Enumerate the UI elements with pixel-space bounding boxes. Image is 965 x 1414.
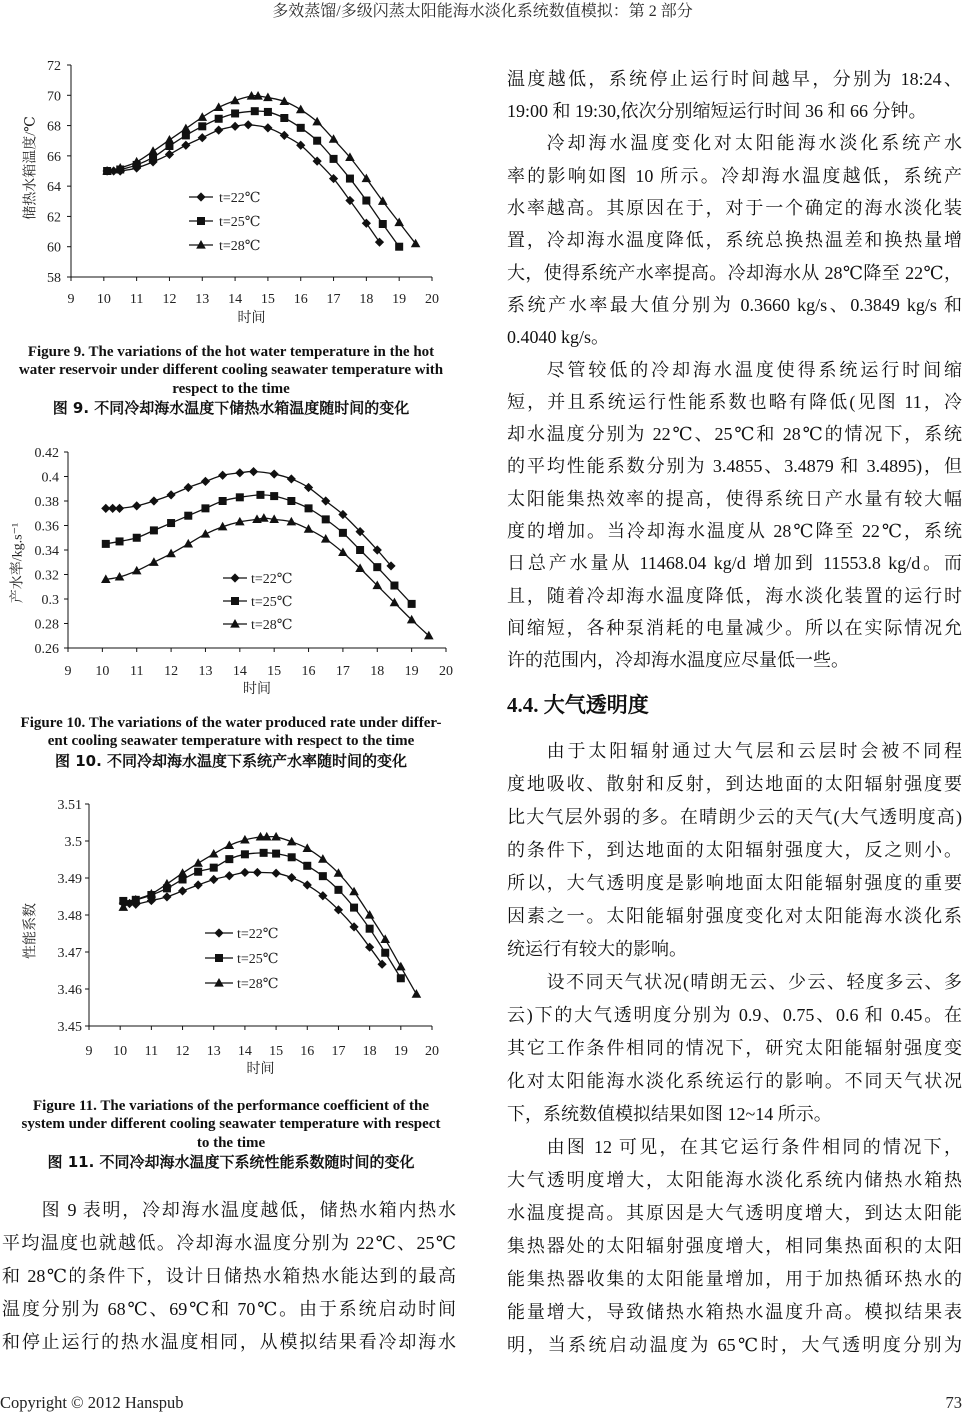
x-tick-label: 20: [439, 664, 453, 679]
text-line: 太阳能集热效率的提高，使得系统日产水量有较大幅: [507, 488, 962, 509]
text-line: 大，使得系统产水率提高。冷却海水从 28℃降至 22℃，: [507, 262, 962, 283]
y-tick-label: 60: [47, 240, 61, 256]
data-point: [165, 135, 175, 144]
data-point: [193, 858, 203, 867]
data-point: [380, 934, 390, 943]
figure-9: [0, 50, 470, 330]
y-tick-label: 3.45: [57, 1020, 82, 1035]
text-line: 间缩短，各种泵消耗的电量减少。所以在实际情况允: [507, 617, 962, 638]
text-line: 和停止运行的热水温度相同，从模拟结果看冷却海水: [2, 1331, 456, 1352]
data-point: [264, 108, 272, 116]
square-marker-icon: [231, 597, 239, 605]
x-tick-label: 14: [232, 664, 247, 679]
text-line: 温度分别为 68℃、69℃和 70℃。由于系统启动时间: [2, 1298, 456, 1319]
data-point: [244, 120, 253, 129]
x-tick-label: 18: [362, 1044, 377, 1059]
data-point: [397, 974, 405, 982]
data-point: [260, 849, 268, 857]
x-tick-label: 19: [404, 664, 419, 679]
text-line: 集热器处的太阳辐射强度增大，相同集热面积的太阳: [507, 1236, 962, 1257]
data-point: [412, 989, 422, 998]
data-point: [166, 490, 175, 499]
data-point: [225, 855, 233, 863]
data-point: [214, 126, 223, 135]
data-point: [322, 515, 330, 523]
data-point: [235, 468, 244, 477]
y-tick-label: 68: [47, 119, 61, 135]
data-point: [288, 853, 296, 861]
text-line: 图 9 表明，冷却海水温度越低，储热水箱内热水: [41, 1199, 456, 1220]
y-tick-label: 72: [47, 59, 61, 74]
x-tick-label: 14: [228, 292, 243, 307]
data-point: [296, 105, 306, 114]
data-point: [214, 102, 224, 111]
data-point: [240, 868, 249, 877]
series-line: [123, 872, 382, 964]
data-point: [362, 219, 371, 228]
text-line: 设不同天气状况(晴朗无云、少云、轻度多云、多: [546, 972, 962, 993]
text-line: 水率越高。其原因在于，对于一个确定的海水淡化装: [507, 198, 962, 219]
caption-english-line: Figure 9. The variations of the hot water temperature in the hot: [27, 343, 435, 360]
page-number: 73: [945, 1393, 962, 1412]
text-line: 和 28℃的条件下，设计日储热水箱热水能达到的最高: [2, 1265, 456, 1286]
legend-entry: [189, 191, 260, 206]
data-point: [356, 546, 364, 554]
legend-label: t=22℃: [251, 572, 293, 587]
data-point: [116, 537, 124, 545]
figure-10: [0, 430, 470, 710]
data-point: [132, 566, 142, 575]
text-line: 的条件下，到达地面的太阳辐射强度大，反之则小。: [507, 840, 962, 861]
legend-entry: [189, 215, 260, 230]
data-point: [225, 871, 234, 880]
x-tick-label: 10: [96, 292, 111, 307]
data-point: [287, 474, 296, 483]
data-point: [305, 504, 313, 512]
x-tick-label: 17: [335, 664, 350, 679]
caption-chinese-line: 图 10. 不同冷却海水温度下系统产水率随时间的变化: [54, 751, 408, 770]
text-line: 冷却海水温度变化对太阳能海水淡化系统产水: [546, 133, 962, 154]
data-point: [201, 529, 211, 538]
paragraph: [2, 1194, 456, 1359]
text-line: 度地吸收、散射和反射，到达地面的太阳辐射强度要: [507, 774, 962, 795]
triangle-marker-icon: [230, 619, 240, 628]
data-point: [201, 504, 209, 512]
y-axis-title: 产水率/kg.s⁻¹: [10, 522, 26, 604]
text-line: 温度越低，系统停止运行时间越早，分别为 18:24、: [507, 68, 962, 89]
data-point: [148, 146, 158, 155]
x-tick-label: 15: [260, 292, 275, 307]
paragraph: [507, 966, 962, 1131]
data-point: [365, 910, 375, 919]
triangle-marker-icon: [196, 240, 206, 249]
series-triangle: [102, 91, 420, 247]
data-point: [334, 886, 342, 894]
diamond-marker-icon: [196, 192, 205, 201]
legend-label: t=25℃: [219, 215, 261, 230]
text-line: 云)下的大气透明度分别为 0.9、0.75、0.6 和 0.45。在: [507, 1005, 962, 1026]
data-point: [390, 582, 398, 590]
text-line: 明，当系统启动温度为 65℃时，大气透明度分别为: [507, 1335, 962, 1356]
data-point: [219, 497, 227, 505]
data-point: [184, 483, 193, 492]
legend-label: t=28℃: [237, 977, 279, 992]
data-point: [210, 864, 218, 872]
series-line: [107, 96, 415, 244]
y-axis-title: 储热水箱温度/℃: [23, 116, 39, 220]
y-tick-label: 0.34: [34, 544, 59, 559]
data-point: [345, 196, 354, 205]
data-point: [209, 875, 218, 884]
data-point: [362, 197, 370, 205]
data-point: [249, 467, 258, 476]
text-line: 尽管较低的冷却海水温度使得系统运行时间缩: [546, 359, 962, 380]
text-line: 0.4040 kg/s。: [507, 327, 610, 348]
text-line: 许的范围内，冷却海水温度应尽量低一些。: [507, 650, 849, 671]
data-point: [303, 862, 311, 870]
figure-9-line-chart: [0, 50, 470, 330]
x-tick-label: 16: [300, 1044, 315, 1059]
x-tick-label: 13: [206, 1044, 221, 1059]
text-line: 度的增加。当冷却海水温度从 28℃降至 22℃，系统: [507, 521, 962, 541]
x-tick-label: 11: [129, 664, 144, 679]
legend-entry: [205, 977, 278, 992]
data-point: [319, 872, 327, 880]
data-point: [181, 124, 191, 133]
x-tick-label: 11: [129, 292, 144, 307]
x-tick-label: 17: [326, 292, 341, 307]
series-line: [106, 495, 412, 604]
x-tick-label: 20: [425, 292, 439, 307]
right-column-body-text: [507, 63, 962, 1362]
legend-entry: [205, 952, 278, 967]
data-point: [165, 150, 174, 159]
y-tick-label: 3.46: [57, 983, 82, 998]
y-tick-label: 3.48: [57, 909, 82, 924]
text-line: 水温度提高。其原因是大气透明度增大，到达太阳能: [507, 1203, 962, 1224]
text-line: 却水温度分别为 22℃、25℃和 28℃的情况下，系统: [507, 424, 962, 445]
x-tick-label: 12: [164, 664, 179, 679]
caption-english-line: Figure 11. The variations of the performance coefficient of the: [32, 1097, 430, 1114]
y-tick-label: 3.51: [57, 798, 82, 813]
data-point: [297, 124, 305, 132]
data-point: [198, 133, 207, 142]
text-line: 其它工作条件相同的情况下，研究太阳能辐射强度变: [507, 1038, 962, 1059]
data-point: [236, 493, 244, 501]
y-tick-label: 0.36: [34, 519, 59, 535]
data-point: [178, 868, 188, 877]
data-point: [318, 854, 328, 863]
x-tick-label: 9: [67, 292, 75, 307]
data-point: [270, 469, 279, 478]
data-point: [215, 115, 223, 123]
data-point: [182, 131, 190, 139]
data-point: [381, 949, 389, 957]
figure-11-line-chart: [0, 785, 470, 1080]
data-point: [287, 497, 295, 505]
copyright-notice: Copyright © 2012 Hanspub: [0, 1393, 184, 1412]
text-line: 能量增大，导致储热水箱热水温度升高。模拟结果表: [507, 1302, 962, 1323]
y-tick-label: 0.32: [34, 568, 59, 584]
text-line: 下，系统数值模拟结果如图 12~14 所示。: [507, 1104, 832, 1125]
paragraph: [507, 1131, 962, 1362]
y-tick-label: 0.38: [34, 495, 59, 510]
series-line: [106, 472, 391, 566]
figure-11: [0, 785, 470, 1080]
x-tick-label: 19: [393, 1044, 408, 1059]
x-tick-label: 14: [237, 1044, 252, 1059]
text-line: 比大气层外弱的多。在晴朗少云的天气(大气透明度高): [507, 807, 962, 828]
data-point: [251, 107, 259, 115]
square-marker-icon: [215, 954, 223, 962]
x-tick-label: 16: [301, 664, 316, 679]
paragraph: [507, 127, 962, 353]
caption-english-line: respect to the time: [172, 380, 290, 397]
data-point: [280, 131, 289, 140]
data-point: [263, 123, 272, 132]
y-tick-label: 0.26: [34, 642, 59, 657]
data-point: [231, 109, 239, 117]
legend-label: t=28℃: [251, 618, 293, 633]
data-point: [197, 112, 207, 121]
x-tick-label: 19: [392, 292, 407, 307]
data-point: [241, 850, 249, 858]
data-point: [162, 892, 171, 901]
x-tick-label: 13: [198, 664, 213, 679]
data-point: [259, 513, 269, 522]
data-point: [198, 122, 206, 130]
figure-11-caption: [0, 1097, 462, 1173]
data-point: [365, 943, 374, 952]
data-point: [373, 563, 381, 571]
legend-entry: [205, 927, 278, 942]
x-tick-label: 9: [85, 1044, 93, 1059]
legend-label: t=22℃: [219, 191, 261, 206]
data-point: [225, 840, 235, 849]
legend-entry: [223, 572, 292, 587]
text-line: 的平均性能系数分别为 3.4855、3.4879 和 3.4895)，但: [507, 456, 962, 477]
data-point: [270, 492, 278, 500]
y-tick-label: 3.49: [57, 872, 82, 887]
x-tick-label: 20: [425, 1044, 439, 1059]
y-axis-title: 性能系数: [23, 903, 39, 959]
y-tick-label: 64: [47, 180, 61, 196]
data-point: [162, 879, 172, 888]
legend-label: t=25℃: [251, 595, 293, 610]
figure-10-line-chart: [0, 430, 470, 710]
x-tick-label: 18: [359, 292, 374, 307]
text-line: 能集热器收集的太阳能量增加，用于加热循环热水的: [507, 1269, 962, 1290]
data-point: [395, 243, 403, 251]
data-point: [272, 850, 280, 858]
legend-entry: [189, 239, 260, 254]
square-marker-icon: [197, 217, 205, 225]
caption-chinese-line: 图 11. 不同冷却海水温度下系统性能系数随时间的变化: [47, 1153, 415, 1172]
data-point: [253, 868, 262, 877]
y-tick-label: 66: [47, 149, 61, 165]
data-point: [149, 496, 158, 505]
data-point: [366, 925, 374, 933]
data-point: [375, 238, 384, 247]
data-point: [167, 519, 175, 527]
y-tick-label: 3.5: [64, 835, 82, 850]
caption-english-line: water reservoir under different cooling seawater temperature with: [18, 362, 444, 379]
axes: [47, 59, 439, 307]
text-line: 率的影响如图 10 所示。冷却海水温度越低，系统产: [507, 165, 962, 186]
text-line: 系统产水率最大值分别为 0.3660 kg/s、0.3849 kg/s 和: [507, 294, 962, 315]
paragraph: [507, 63, 962, 128]
data-point: [302, 843, 312, 852]
data-point: [149, 557, 159, 566]
data-point: [132, 501, 141, 510]
y-tick-label: 58: [47, 271, 61, 286]
x-tick-label: 10: [95, 664, 110, 679]
data-point: [166, 549, 176, 558]
legend-label: t=22℃: [237, 927, 279, 942]
paragraph: [507, 354, 962, 677]
x-tick-label: 15: [269, 1044, 284, 1059]
paragraph: [507, 735, 962, 966]
data-point: [321, 534, 331, 543]
data-point: [396, 962, 406, 971]
data-point: [346, 175, 354, 183]
text-line: 置，冷却海水温度降低，系统总换热温差和换热量增: [507, 230, 962, 251]
data-point: [330, 155, 338, 163]
data-point: [183, 539, 193, 548]
section-heading: 4.4. 大气透明度: [507, 693, 649, 718]
text-line: 大气透明度增大，太阳能海水淡化系统内储热水箱热: [507, 1170, 962, 1191]
data-point: [280, 114, 288, 122]
data-point: [303, 880, 312, 889]
data-point: [201, 477, 210, 486]
data-point: [194, 868, 202, 876]
figure-10-caption: [0, 714, 462, 771]
data-point: [378, 960, 387, 969]
figure-9-caption: [0, 343, 462, 419]
x-tick-label: 17: [331, 1044, 346, 1059]
data-point: [339, 529, 347, 537]
x-axis-title: 时间: [243, 682, 271, 697]
data-point: [271, 869, 280, 878]
left-column-body-text: [2, 1194, 456, 1359]
x-tick-label: 16: [293, 292, 308, 307]
text-line: 19:00 和 19:30,依次分别缩短运行时间 36 和 66 分钟。: [507, 101, 927, 122]
caption-chinese-line: 图 9. 不同冷却海水温度下储热水箱温度随时间的变化: [52, 399, 410, 418]
data-point: [184, 512, 192, 520]
y-tick-label: 0.4: [41, 470, 59, 486]
data-point: [338, 547, 348, 556]
data-point: [218, 471, 227, 480]
x-axis-title: 时间: [246, 1062, 275, 1077]
series-square: [102, 491, 416, 608]
x-tick-label: 11: [144, 1044, 159, 1059]
data-point: [256, 491, 264, 499]
data-point: [102, 540, 110, 548]
text-line: 平均温度也就越低。冷却海水温度分别为 22℃、25℃: [2, 1232, 456, 1253]
text-line: 且，随着冷却海水温度降低，海水淡化装置的运行时: [507, 585, 962, 606]
legend-entry: [223, 618, 292, 633]
caption-english-line: ent cooling seawater temperature with respect to the time: [47, 733, 415, 750]
text-line: 日总产水量从 11468.04 kg/d 增加到 11553.8 kg/d。而: [507, 553, 962, 574]
legend-label: t=25℃: [237, 952, 279, 967]
triangle-marker-icon: [214, 978, 224, 987]
data-point: [287, 873, 296, 882]
data-point: [379, 220, 387, 228]
caption-english-line: system under different cooling seawater temperature with respect: [21, 1116, 441, 1133]
legend-label: t=28℃: [219, 239, 261, 254]
data-point: [350, 904, 358, 912]
x-tick-label: 12: [175, 1044, 190, 1059]
diamond-marker-icon: [230, 573, 239, 582]
data-point: [115, 504, 124, 513]
legend-entry: [223, 595, 292, 610]
x-tick-label: 15: [267, 664, 282, 679]
data-point: [133, 534, 141, 542]
text-line: 化对太阳能海水淡化系统运行的影响。不同天气状况: [507, 1071, 962, 1092]
y-tick-label: 0.28: [34, 617, 59, 633]
diamond-marker-icon: [214, 928, 223, 937]
x-tick-label: 13: [195, 292, 210, 307]
x-axis-title: 时间: [237, 311, 266, 326]
data-point: [150, 526, 158, 534]
text-line: 由图 12 可见，在其它运行条件相同的情况下，: [546, 1137, 962, 1158]
y-tick-label: 62: [47, 210, 61, 226]
x-tick-label: 9: [64, 664, 72, 679]
caption-english-line: Figure 10. The variations of the water produced rate under differ-: [20, 714, 442, 731]
y-tick-label: 3.47: [57, 946, 82, 961]
running-title: 多效蒸馏/多级闪蒸太阳能海水淡化系统数值模拟：第 2 部分: [272, 3, 693, 20]
x-tick-label: 18: [370, 664, 385, 679]
text-line: 统运行有较大的影响。: [507, 939, 687, 960]
series-triangle: [119, 832, 422, 998]
data-point: [181, 141, 190, 150]
x-tick-label: 12: [162, 292, 177, 307]
data-point: [230, 122, 239, 131]
x-tick-label: 10: [113, 1044, 128, 1059]
series-diamond: [101, 467, 395, 571]
y-tick-label: 0.3: [41, 593, 59, 608]
text-line: 短，并且系统运行性能系数也略有降低(见图 11，冷: [507, 391, 962, 412]
data-point: [408, 600, 416, 608]
data-point: [194, 880, 203, 889]
data-point: [209, 849, 219, 858]
data-point: [304, 483, 313, 492]
text-line: 所以，大气透明度是影响地面太阳能辐射强度的重要: [507, 873, 962, 894]
data-point: [304, 524, 314, 533]
data-point: [178, 886, 187, 895]
caption-english-line: to the time: [196, 1134, 266, 1151]
data-point: [313, 137, 321, 145]
y-tick-label: 0.42: [34, 446, 59, 461]
text-line: 因素之一。太阳能辐射强度变化对太阳能海水淡化系: [507, 906, 962, 927]
text-line: 由于太阳辐射通过大气层和云层时会被不同程: [546, 741, 962, 762]
y-tick-label: 70: [47, 89, 61, 105]
